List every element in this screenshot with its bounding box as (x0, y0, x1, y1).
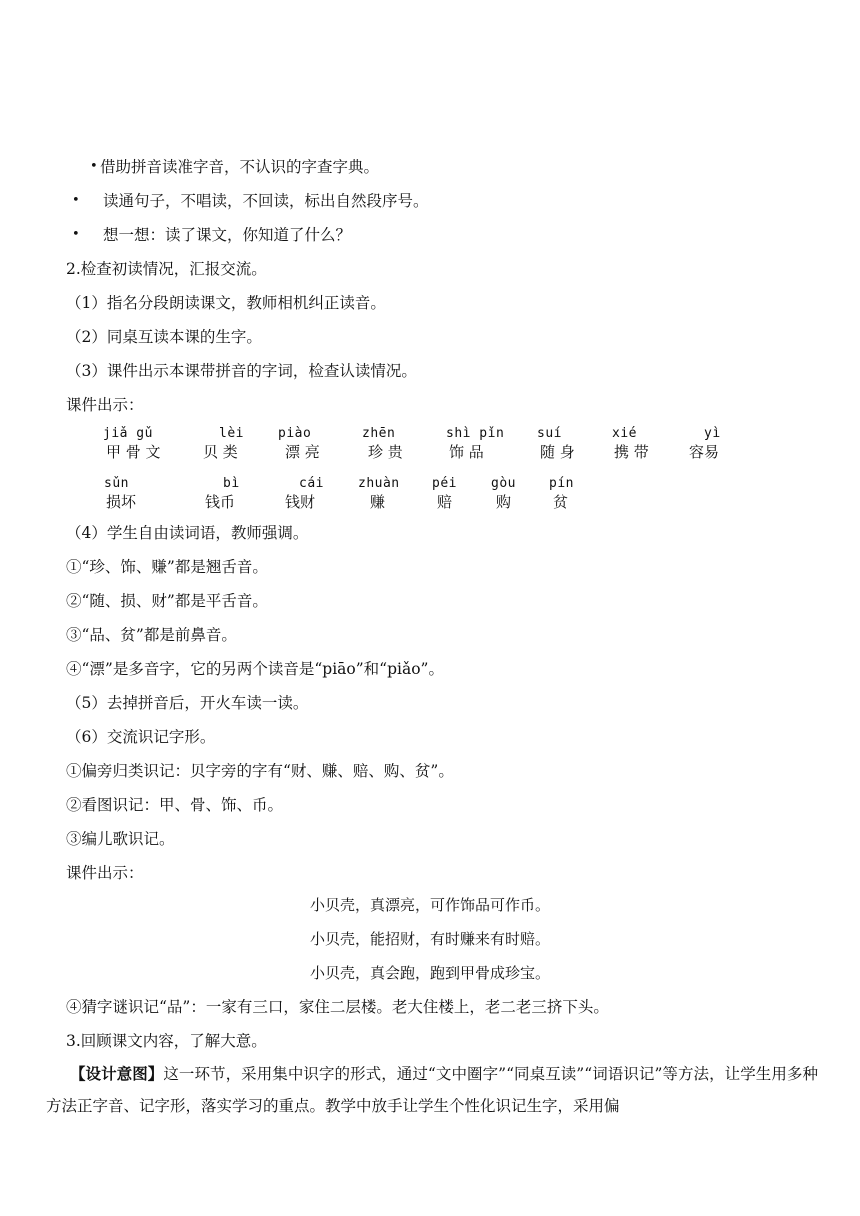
hanzi-text: 损坏 (106, 493, 137, 511)
pinyin-text: zhuàn (358, 476, 400, 491)
sub-step-5: （5）去掉拼音后，开火车读一读。 (66, 694, 309, 712)
step2-title: 2.检查初读情况，汇报交流。 (66, 260, 267, 278)
pinyin-text: péi (432, 476, 457, 491)
sub-step-4: （4）学生自由读词语，教师强调。 (66, 524, 309, 542)
design-intent-text: 这一环节，采用集中识字的形式，通过“文中圈字”“同桌互读”“词语识记”等方法，让学生用多种方法正字音、记字形，落实学习的重点。教学中放手让学生个性化识记生字，采用偏 (46, 1065, 818, 1115)
memo-4: ④猜字谜识记“品”：一家有三口，家住二层楼。老大住楼上，老二老三挤下头。 (66, 998, 609, 1016)
memo-2: ②看图识记：甲、骨、饰、币。 (66, 796, 284, 814)
hanzi-text: 饰 品 (449, 443, 484, 461)
sub-step-1: （1）指名分段朗读课文，教师相机纠正读音。 (66, 294, 386, 312)
courseware-label: 课件出示： (66, 396, 144, 414)
step3-title: 3.回顾课文内容，了解大意。 (66, 1032, 267, 1050)
rhyme-line-1: 小贝壳，真漂亮，可作饰品可作币。 (309, 896, 550, 914)
hanzi-text: 赚 (370, 493, 386, 511)
pinyin-text: sǔn (104, 476, 129, 491)
hanzi-text: 容易 (689, 443, 720, 461)
bullet-dot: • (72, 227, 80, 242)
sub-step-2: （2）同桌互读本课的生字。 (66, 328, 262, 346)
memo-3: ③编儿歌识记。 (66, 830, 175, 848)
bullet-dot: • (72, 193, 80, 208)
bullet-item-2: 读通句子，不唱读，不回读，标出自然段序号。 (103, 192, 429, 210)
pinyin-text: cái (299, 476, 324, 491)
sub-step-6: （6）交流识记字形。 (66, 728, 216, 746)
pinyin-text: gòu (491, 476, 516, 491)
hanzi-text: 钱币 (205, 493, 236, 511)
hanzi-text: 赔 (437, 493, 453, 511)
sub-step-3: （3）课件出示本课带拼音的字词，检查认读情况。 (66, 362, 417, 380)
bullet-dot: • (90, 159, 98, 174)
pinyin-word-row-2 (0, 476, 860, 516)
pinyin-text: yì (704, 426, 721, 441)
hanzi-text: 漂 亮 (285, 443, 320, 461)
pinyin-text: piào (278, 426, 312, 441)
hanzi-text: 携 带 (614, 443, 649, 461)
hanzi-text: 随 身 (540, 443, 575, 461)
memo-1: ①偏旁归类识记：贝字旁的字有“财、赚、赔、购、贫”。 (66, 762, 454, 780)
note-4: ④“漂”是多音字，它的另两个读音是“piāo”和“piǎo”。 (66, 660, 444, 678)
note-2: ②“随、损、财”都是平舌音。 (66, 592, 268, 610)
pinyin-text: bì (223, 476, 240, 491)
pinyin-text: jiǎ gǔ (103, 426, 153, 441)
design-intent-paragraph (46, 1058, 818, 1122)
rhyme-line-3: 小贝壳，真会跑，跑到甲骨成珍宝。 (309, 964, 550, 982)
bullet-item-3: 想一想：读了课文，你知道了什么？ (103, 226, 352, 244)
rhyme-line-2: 小贝壳，能招财，有时赚来有时赔。 (309, 930, 550, 948)
bullet-item-1: 借助拼音读准字音，不认识的字查字典。 (100, 158, 380, 176)
pinyin-text: zhēn (362, 426, 396, 441)
pinyin-text: lèi (219, 426, 244, 441)
design-intent-label: 【设计意图】 (70, 1064, 164, 1083)
hanzi-text: 贫 (553, 493, 569, 511)
hanzi-text: 甲 骨 文 (106, 443, 161, 461)
hanzi-text: 钱财 (285, 493, 316, 511)
pinyin-text: xié (612, 426, 637, 441)
pinyin-text: shì pǐn (446, 426, 505, 441)
courseware-label: 课件出示： (66, 864, 144, 882)
note-3: ③“品、贫”都是前鼻音。 (66, 626, 237, 644)
hanzi-text: 贝 类 (203, 443, 238, 461)
hanzi-text: 珍 贵 (368, 443, 403, 461)
note-1: ①“珍、饰、赚”都是翘舌音。 (66, 558, 268, 576)
pinyin-text: pín (549, 476, 574, 491)
pinyin-word-row-1 (0, 426, 860, 466)
pinyin-text: suí (537, 426, 562, 441)
hanzi-text: 购 (496, 493, 512, 511)
